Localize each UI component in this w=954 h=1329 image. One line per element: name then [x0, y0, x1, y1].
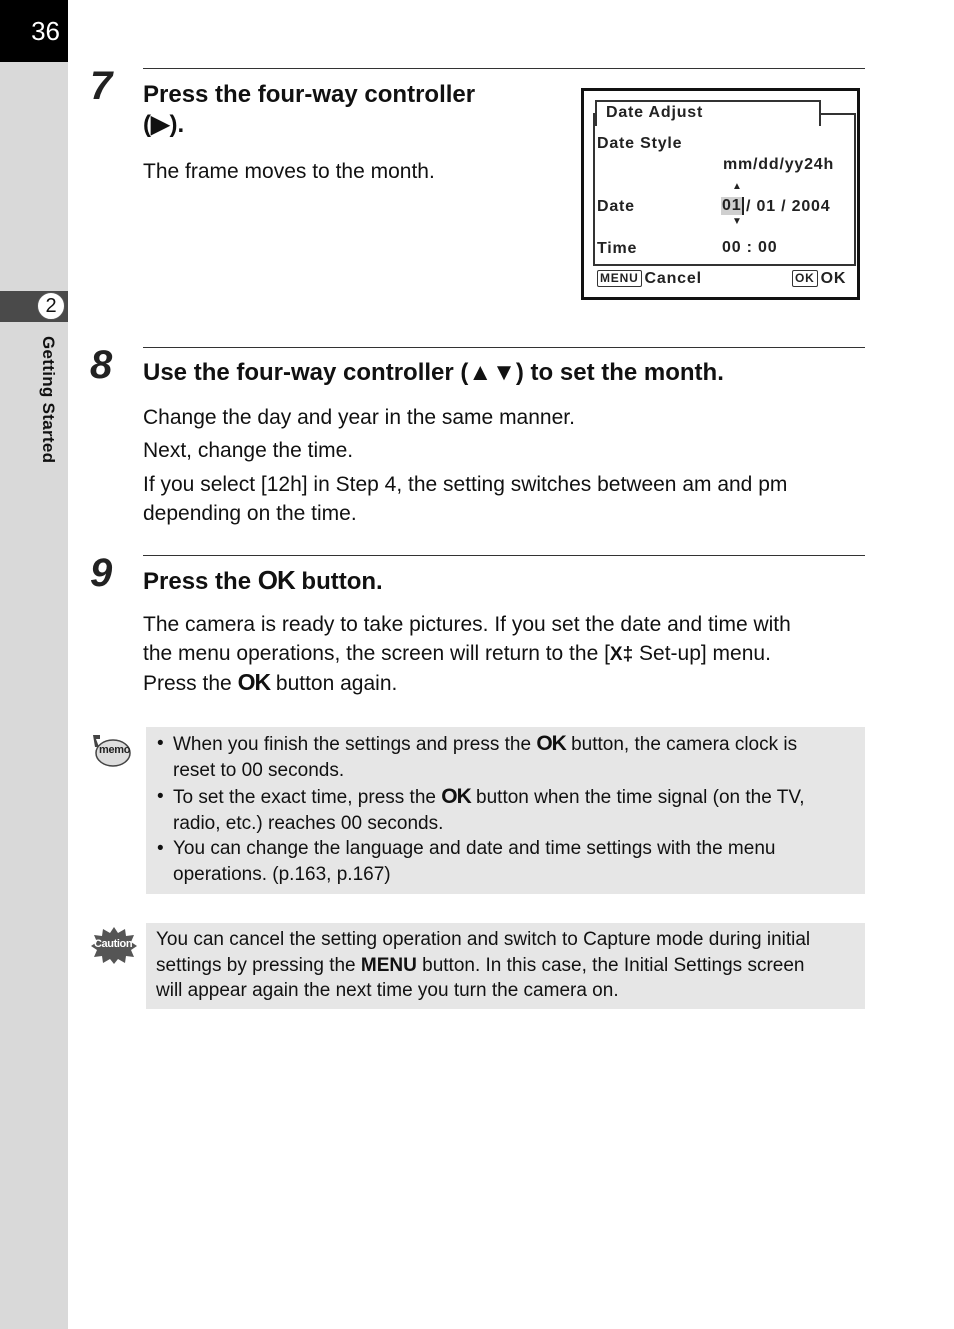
- step-text: [143, 668, 397, 698]
- step-heading-line: (▶).: [143, 111, 185, 138]
- time-value: 00 : 00: [722, 239, 778, 256]
- step-text: [143, 639, 771, 669]
- chapter-sidebar: [0, 0, 68, 1329]
- memo-line: [173, 784, 858, 811]
- ok-button-icon: OK: [536, 732, 566, 755]
- ok-key-icon: OK: [792, 270, 818, 287]
- ok-button-icon: OK: [237, 669, 271, 695]
- ok-label: OK: [820, 270, 847, 287]
- step-text: The frame moves to the month.: [143, 160, 435, 183]
- bullet-dot: •: [157, 786, 164, 807]
- date-style-label: Date Style: [597, 135, 683, 152]
- memo-item: [173, 731, 858, 783]
- screen-title: Date Adjust: [606, 104, 704, 121]
- menu-button-icon: MENU: [360, 954, 417, 976]
- caution-icon: [90, 926, 138, 964]
- step-text: The camera is ready to take pictures. If you set the date and time with: [143, 613, 791, 636]
- date-label: Date: [597, 198, 635, 215]
- text-run: button. In this case, the Initial Settings screen: [422, 954, 805, 976]
- memo-line: reset to 00 seconds.: [173, 759, 345, 781]
- text-run: Press the: [143, 672, 232, 695]
- heading-text: Press the: [143, 568, 252, 595]
- step-heading: [143, 565, 383, 597]
- memo-line: [173, 731, 858, 758]
- text-run: When you finish the settings and press the: [173, 734, 532, 755]
- arrow-up-icon: ▲: [732, 181, 743, 192]
- date-rest: / 01 / 2004: [746, 198, 831, 215]
- step-text: Next, change the time.: [143, 439, 354, 462]
- chapter-title: Getting Started: [39, 336, 58, 464]
- step-heading: [143, 80, 475, 140]
- text-run: settings by pressing the: [156, 954, 356, 976]
- date-style-value: mm/dd/yy24h: [723, 156, 835, 173]
- step-number: 9: [90, 551, 113, 595]
- step-text: Change the day and year in the same manner.: [143, 406, 575, 429]
- memo-icon-label: memo: [99, 744, 131, 756]
- text-run: button when the time signal (on the TV,: [476, 787, 805, 808]
- step-divider: [143, 68, 865, 69]
- time-label: Time: [597, 240, 638, 257]
- ok-button-icon: OK: [257, 565, 295, 595]
- ok-button-icon: OK: [441, 785, 471, 808]
- step-number: 7: [90, 64, 113, 108]
- text-run: Set-up] menu.: [633, 642, 771, 665]
- text-run: button, the camera clock is: [571, 734, 798, 755]
- step-divider: [143, 347, 865, 348]
- ok-hint: [792, 270, 846, 288]
- memo-item: [173, 784, 858, 836]
- bullet-dot: •: [157, 838, 164, 859]
- step-heading-line: Press the four-way controller: [143, 81, 476, 108]
- memo-line: radio, etc.) reaches 00 seconds.: [173, 812, 444, 834]
- memo-icon: [90, 733, 132, 769]
- bullet-dot: •: [157, 733, 164, 754]
- step-heading: Use the four-way controller (▲▼) to set the month.: [143, 359, 724, 386]
- step-number: 8: [90, 343, 113, 387]
- caution-icon-label: Caution: [94, 938, 133, 950]
- menu-key-icon: MENU: [597, 270, 642, 287]
- camera-screen: [581, 88, 860, 300]
- step-text: If you select [12h] in Step 4, the setting switches between am and pm: [143, 473, 788, 496]
- setup-menu-icon: X‡: [609, 644, 634, 665]
- heading-text: button.: [301, 568, 383, 595]
- text-run: the menu operations, the screen will return to the [: [143, 642, 610, 665]
- memo-line: You can change the language and date and time settings with the menu: [173, 838, 776, 859]
- text-run: To set the exact time, press the: [173, 787, 436, 808]
- arrow-down-icon: ▼: [732, 216, 743, 227]
- page-number: 36: [0, 0, 68, 62]
- memo-line: operations. (p.163, p.167): [173, 863, 391, 885]
- cancel-hint: [597, 270, 702, 288]
- caution-line: [156, 953, 861, 979]
- caution-line: You can cancel the setting operation and switch to Capture mode during initial: [156, 929, 811, 950]
- caution-text: [156, 927, 861, 1004]
- step-text: depending on the time.: [143, 502, 357, 525]
- cancel-label: Cancel: [644, 270, 702, 287]
- step-divider: [143, 555, 865, 556]
- text-run: button again.: [275, 672, 398, 695]
- chapter-number: 2: [37, 292, 65, 320]
- date-month-field: 01: [721, 197, 744, 215]
- memo-item: [173, 836, 858, 887]
- caution-line: will appear again the next time you turn the camera on.: [156, 980, 619, 1001]
